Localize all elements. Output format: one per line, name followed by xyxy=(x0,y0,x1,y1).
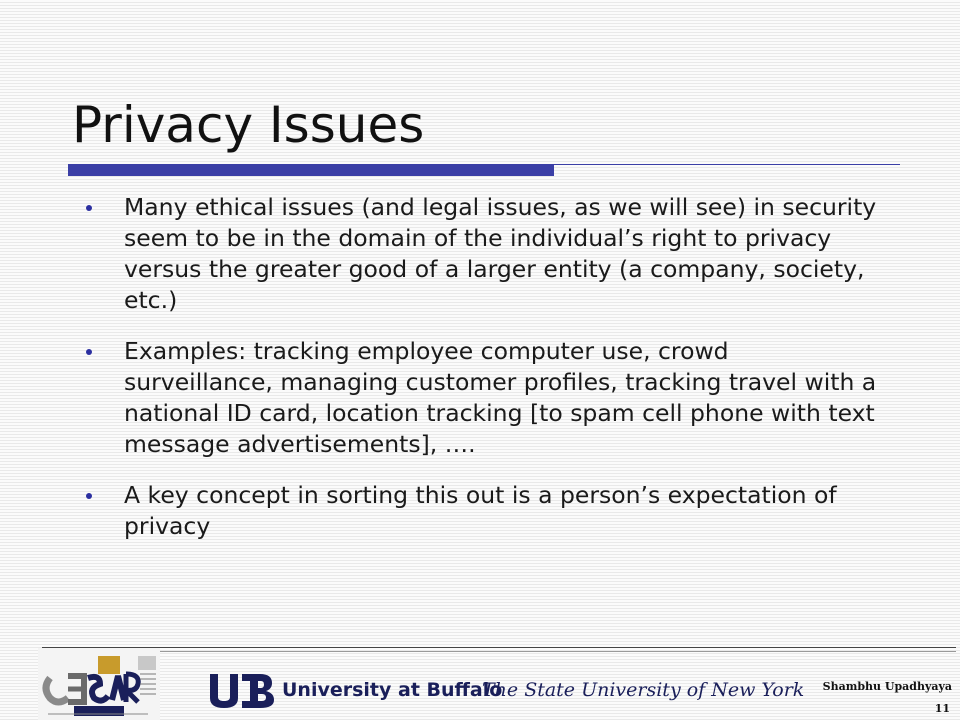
author-name: Shambhu Upadhyaya xyxy=(822,680,952,693)
bullet-text: A key concept in sorting this out is a person’s expectation of privacy xyxy=(124,481,837,540)
ub-tagline: The State University of New York xyxy=(482,679,805,701)
bullet-text: Examples: tracking employee computer use, crowd surveillance, managing customer profiles, tracking travel with a national ID card, location tracking [to spam cell phone with text message advertisements], …. xyxy=(124,337,877,458)
title-underline-bar xyxy=(68,164,554,176)
title-underline-rule xyxy=(554,164,900,165)
bullet-text: Many ethical issues (and legal issues, as we will see) in security seem to be in the domain of the individual’s right to privacy versus the greater good of a larger entity (a company, society, etc.) xyxy=(124,193,877,314)
bullet-item xyxy=(80,192,880,316)
bullet-item xyxy=(80,336,880,460)
page-number: 11 xyxy=(934,702,950,715)
bullet-dot-icon xyxy=(86,205,92,211)
ub-logo xyxy=(206,670,805,712)
bullet-dot-icon xyxy=(86,349,92,355)
slide-title: Privacy Issues xyxy=(72,96,425,154)
footer-divider-secondary xyxy=(160,651,956,652)
bullet-list xyxy=(80,192,880,542)
ub-monogram-icon xyxy=(206,670,276,712)
footer-divider xyxy=(42,647,956,648)
bullet-dot-icon xyxy=(86,493,92,499)
cesar-logo-icon xyxy=(38,648,160,720)
ub-name: University at Buffalo xyxy=(282,679,503,701)
bullet-item xyxy=(80,480,880,542)
